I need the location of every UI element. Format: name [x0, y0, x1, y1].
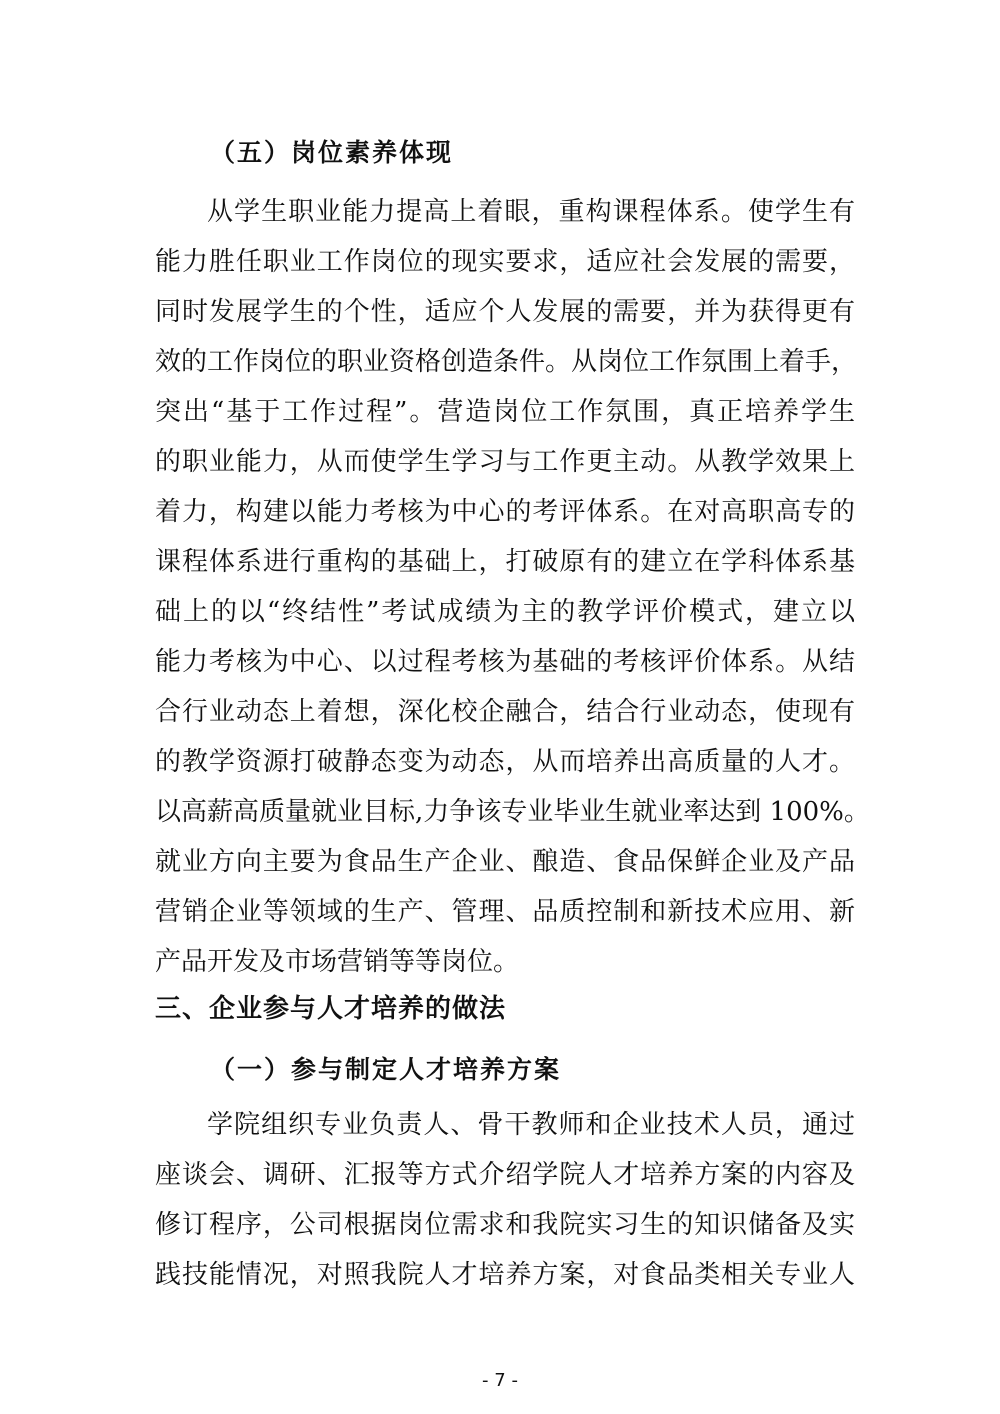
paragraph-line: 产品开发及市场营销等等岗位。 [155, 947, 520, 977]
page-number: - 7 - [482, 1370, 518, 1391]
section-five-heading: （五）岗位素养体现 [210, 138, 454, 167]
paragraph-line: 以高薪高质量就业目标,力争该专业毕业生就业率达到 100%。 [155, 797, 870, 827]
subsection-one-paragraph [155, 1100, 855, 1300]
paragraph-line: 践技能情况，对照我院人才培养方案，对食品类相关专业人 [155, 1260, 855, 1290]
paragraph-line: 着力，构建以能力考核为中心的考评体系。在对高职高专的 [155, 497, 855, 527]
paragraph-line: 就业方向主要为食品生产企业、酿造、食品保鲜企业及产品 [155, 847, 855, 877]
paragraph-line: 合行业动态上着想，深化校企融合，结合行业动态，使现有 [155, 697, 855, 727]
paragraph-line: 的职业能力，从而使学生学习与工作更主动。从教学效果上 [155, 447, 855, 477]
paragraph-line: 突出“基于工作过程”。营造岗位工作氛围，真正培养学生 [155, 397, 855, 427]
subsection-one-heading: （一）参与制定人才培养方案 [210, 1055, 562, 1084]
paragraph-line: 能力胜任职业工作岗位的现实要求，适应社会发展的需要， [155, 247, 855, 277]
paragraph-line: 座谈会、调研、汇报等方式介绍学院人才培养方案的内容及 [155, 1160, 855, 1190]
paragraph-line: 修订程序，公司根据岗位需求和我院实习生的知识储备及实 [155, 1210, 855, 1240]
paragraph-line: 课程体系进行重构的基础上，打破原有的建立在学科体系基 [155, 547, 855, 577]
paragraph-line: 从学生职业能力提高上着眼，重构课程体系。使学生有 [207, 197, 855, 227]
section-three-heading: 三、企业参与人才培养的做法 [155, 994, 507, 1024]
paragraph-line: 能力考核为中心、以过程考核为基础的考核评价体系。从结 [155, 647, 855, 677]
paragraph-line: 同时发展学生的个性，适应个人发展的需要，并为获得更有 [155, 297, 855, 327]
paragraph-line: 效的工作岗位的职业资格创造条件。从岗位工作氛围上着手， [155, 347, 858, 377]
paragraph-line: 础上的以“终结性”考试成绩为主的教学评价模式，建立以 [155, 597, 855, 627]
paragraph-line: 营销企业等领域的生产、管理、品质控制和新技术应用、新 [155, 897, 855, 927]
paragraph-line: 学院组织专业负责人、骨干教师和企业技术人员，通过 [207, 1110, 855, 1140]
paragraph-line: 的教学资源打破静态变为动态，从而培养出高质量的人才。 [155, 747, 855, 777]
section-five-paragraph [155, 187, 870, 987]
